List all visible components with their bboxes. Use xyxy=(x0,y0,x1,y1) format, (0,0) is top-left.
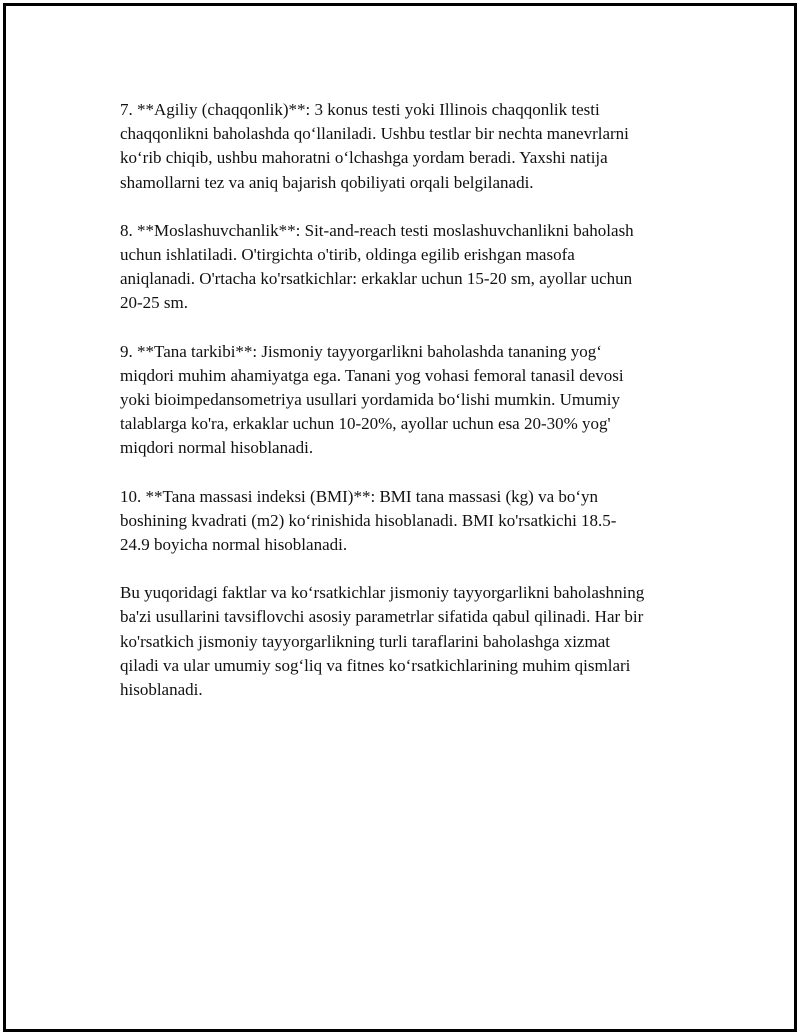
paragraph-agility: 7. **Agiliy (chaqqonlik)**: 3 konus testi yoki Illinois chaqqonlik testi chaqqonlikni baholashda qo‘llaniladi. Ushbu testlar bir nechta manevrlarni ko‘rib chiqib, ushbu mahoratni o‘lchashga yordam beradi. Yaxshi natija shamollarni tez va aniq bajarish qobiliyati orqali belgilanadi. xyxy=(120,100,629,192)
paragraph-bmi: 10. **Tana massasi indeksi (BMI)**: BMI tana massasi (kg) va bo‘yn boshining kvadrati (m2) ko‘rinishida hisoblanadi. BMI ko'rsatkichi 18.5- 24.9 boyicha normal hisoblanadi. xyxy=(120,486,617,555)
document-body xyxy=(120,98,690,726)
document-page xyxy=(3,3,797,1032)
paragraph-body-composition: 9. **Tana tarkibi**: Jismoniy tayyorgarlikni baholashda tananing yog‘ miqdori muhim ahamiyatga ega. Tanani yog vohasi femoral tanasil devosi yoki bioimpedansometriya usullari yordamida bo‘lishi mumkin. Umumiy talablarga ko'ra, erkaklar uchun 10-20%, ayollar uchun esa 20-30% yog' miqdori normal hisoblanadi. xyxy=(120,341,624,458)
paragraph-flexibility: 8. **Moslashuvchanlik**: Sit-and-reach testi moslashuvchanlikni baholash uchun ishlatiladi. O'tirgichta o'tirib, oldinga egilib erishgan masofa aniqlanadi. O'rtacha ko'rsatkichlar: erkaklar uchun 15-20 sm, ayollar uchun 20-25 sm. xyxy=(120,220,634,313)
paragraph-conclusion: Bu yuqoridagi faktlar va ko‘rsatkichlar jismoniy tayyorgarlikni baholashning ba'zi usullarini tavsiflovchi asosiy parametrlar sifatida qabul qilinadi. Har bir ko'rsatkich jismoniy tayyorgarlikning turli taraflarini baholashga xizmat qiladi va ular umumiy sog‘liq va fitnes ko‘rsatkichlarining muhim qismlari hisoblanadi. xyxy=(120,583,645,700)
